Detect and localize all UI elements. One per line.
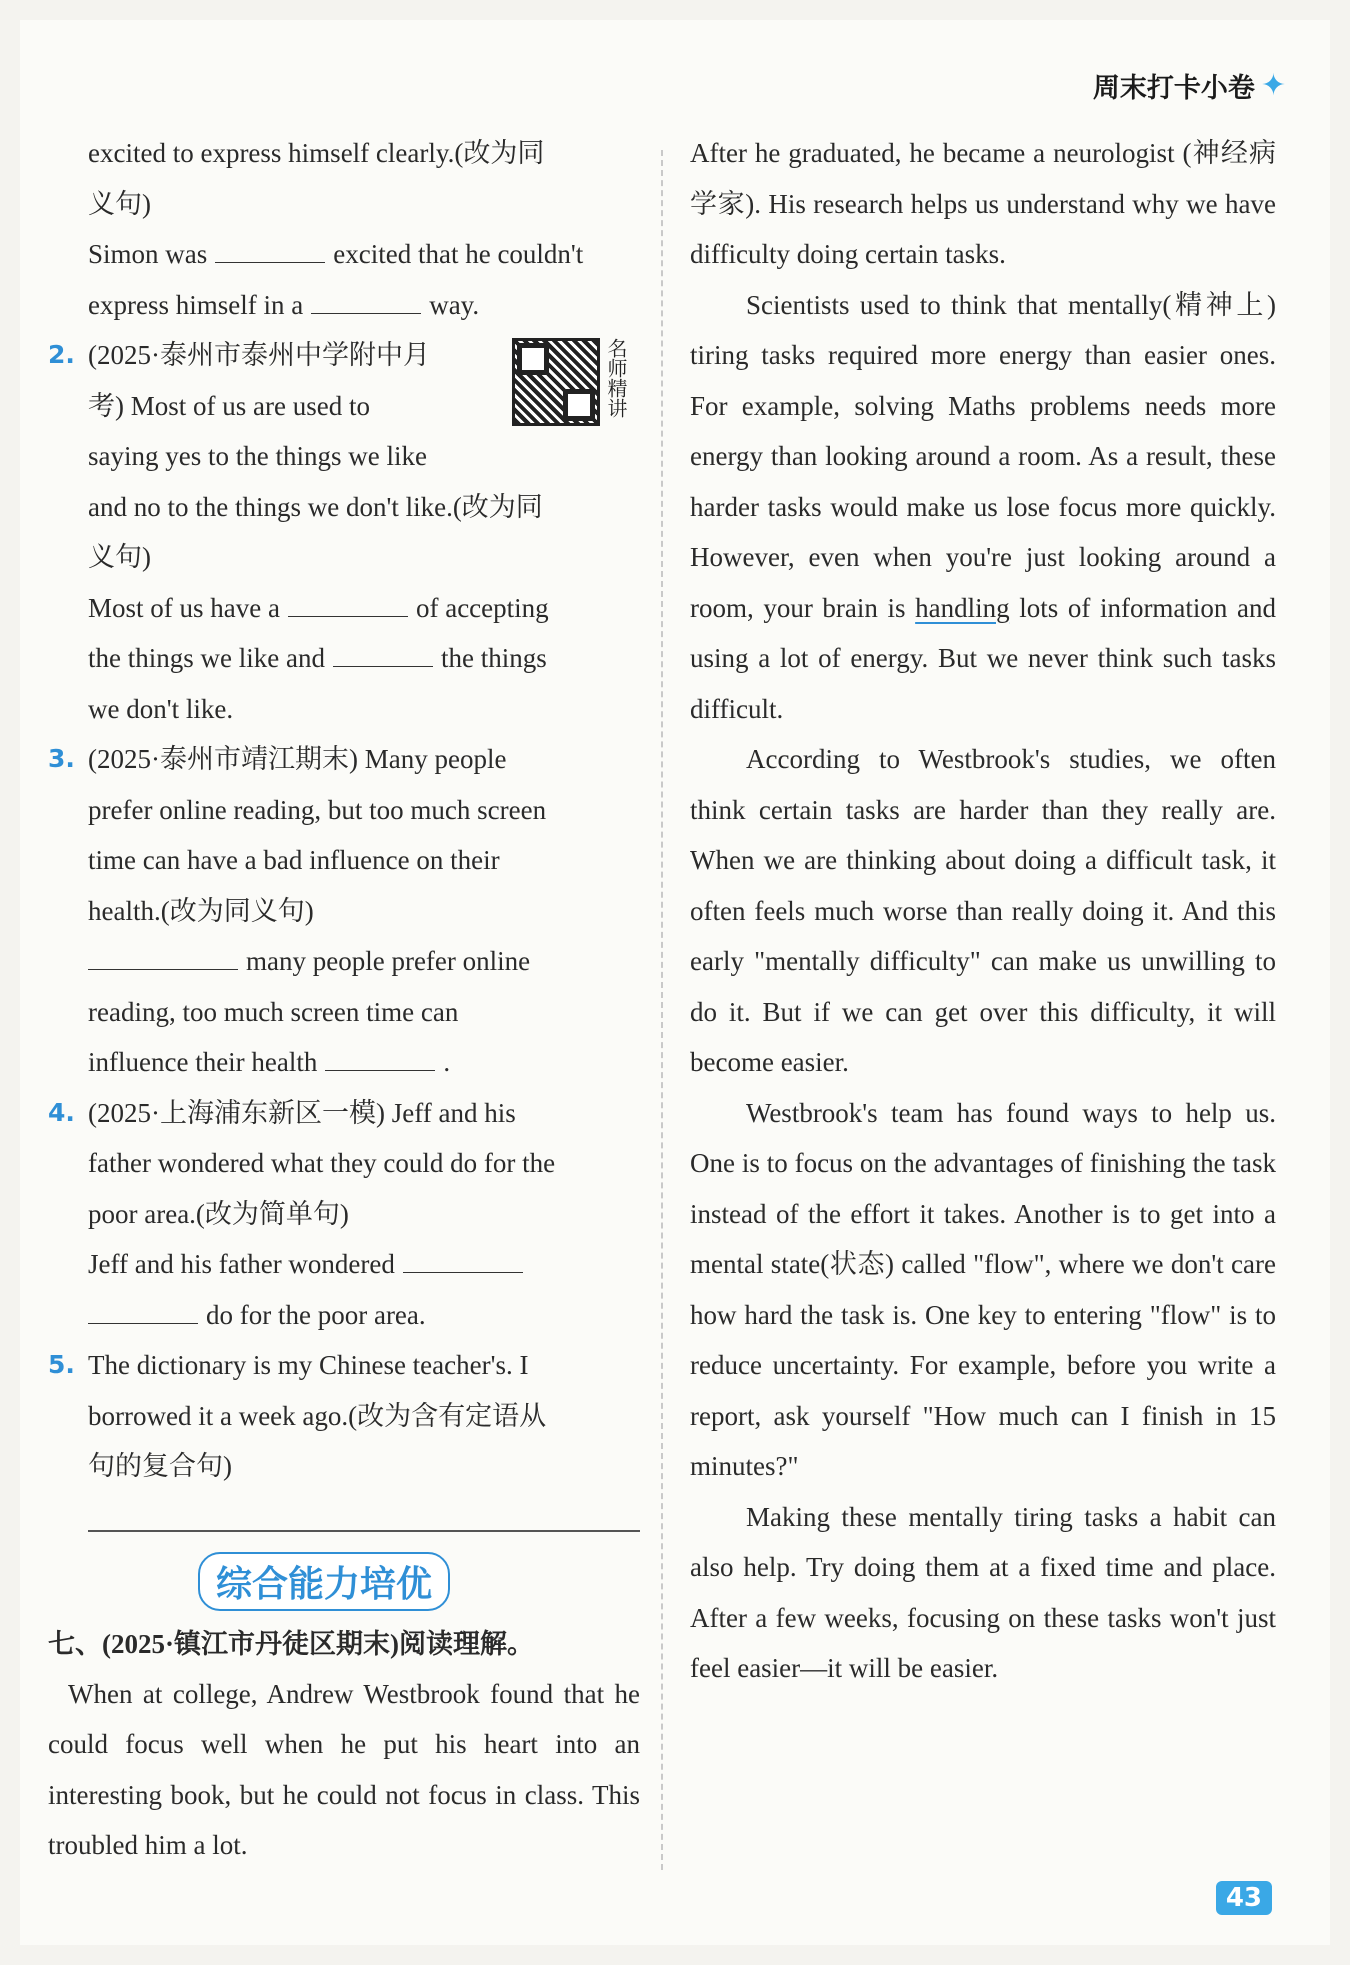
q2-answer-3: we don't like. [88,693,234,724]
q4-line-1: (2025·上海浦东新区一模) Jeff and his [88,1097,516,1128]
page-number: 43 [1216,1881,1272,1915]
text: the things [440,643,547,673]
answer-line [88,1530,640,1532]
reading-paragraph-3 [690,280,1276,735]
q5-line-1: The dictionary is my Chinese teacher's. I [88,1350,529,1380]
question-5 [48,1340,640,1492]
question-number: 2. [48,340,75,369]
q2-line-1: (2025·泰州市泰州中学附中月 [88,340,430,370]
column-divider [661,150,663,1870]
q2-answer-2 [48,633,640,684]
q2-line-4: and no to the things we don't like.(改为同 [88,491,543,522]
q3-line-4: health.(改为同义句) [88,895,314,926]
q2-answer-1 [48,583,640,634]
text: do for the poor area. [206,1299,426,1330]
text: lots of information and using a lot of energy. But we never think such tasks difficult. [690,592,1277,724]
reading-paragraph-2: After he graduated, he became a neurologist (神经病学家). His research helps us understand why we have difficulty doing certain tasks. [690,138,1276,269]
reading-heading: 七、(2025·镇江市丹徒区期末)阅读理解。 [48,1628,534,1659]
header-tag [1093,66,1286,105]
qr-code-block[interactable] [512,338,640,426]
q2-line-5: 义句) [88,542,151,572]
text: . [443,1047,451,1077]
text: of accepting [415,592,549,623]
intro-answer-2 [48,280,640,331]
intro-line-2: 义句) [88,188,151,219]
reading-paragraph-6: Making these mentally tiring tasks a habit can also help. Try doing them at a fixed time and place. After a few weeks, focusing on these tasks won't just feel easier—it will be easier. [690,1501,1276,1683]
q3-line-2: prefer online reading, but too much screen [88,794,547,825]
qr-label: 名师精讲 [604,338,628,418]
q4-line-3: poor area.(改为简单句) [88,1198,349,1229]
section-title: 综合能力培优 [198,1552,450,1611]
q5-line-2: borrowed it a week ago.(改为含有定语从 [88,1400,547,1431]
text: influence their health [88,1047,318,1077]
reading-paragraph-5: Westbrook's team has found ways to help us. One is to focus on the advantages of finishing the task instead of the effort it takes. Another is to get into a mental state(状态) called "flow", where we don't care how hard the task is. One key to entering "flow" is to reduce uncertainty. For example, before you write a report, ask yourself "How much can I finish in 15 minutes?" [690,1097,1276,1481]
q4-answer-2 [48,1290,640,1341]
answer-blank[interactable] [88,939,238,970]
q3-line-3: time can have a bad influence on their [88,845,500,875]
intro-answer-1 [48,229,640,280]
answer-blank[interactable] [288,586,408,617]
question-number: 4. [48,1097,75,1127]
text: Scientists used to think that mentally(精神上) tiring tasks required more energy than easier ones. For example, solving Maths problems needs more energy than looking around a room. As a result, these harder tasks would make us lose focus more quickly. However, even when you're just looking around a room, your brain is [690,289,1276,623]
text: way. [429,289,480,320]
q4-answer-1 [48,1239,640,1290]
answer-blank[interactable] [325,1040,435,1071]
q4-line-2: father wondered what they could do for the [88,1148,556,1178]
question-3 [48,734,640,1088]
q3-answer-1 [48,936,640,987]
qr-code-icon[interactable] [512,338,600,426]
question-4 [48,1088,640,1341]
answer-blank[interactable] [403,1242,523,1273]
q5-line-3: 句的复合句) [88,1451,232,1481]
q2-line-2: 考) Most of us are used to [88,390,370,421]
underlined-word: handling [915,592,1010,623]
q3-answer-2: reading, too much screen time can [88,996,459,1027]
q2-line-3: saying yes to the things we like [88,441,427,471]
left-column [48,128,640,1871]
text: Most of us have a [88,592,280,623]
answer-blank[interactable] [88,1293,198,1324]
q3-line-1: (2025·泰州市靖江期末) Many people [88,744,507,774]
answer-blank[interactable] [215,232,325,263]
answer-blank[interactable] [333,636,433,667]
text: the things we like and [88,643,325,673]
text: excited that he couldn't [333,239,584,269]
intro-line-1: excited to express himself clearly.(改为同 [88,138,545,168]
answer-blank[interactable] [311,283,421,314]
reading-paragraph-4: According to Westbrook's studies, we often think certain tasks are harder than they really are. When we are thinking about doing a difficult task, it often feels much worse than really doing it. And this early "mentally difficulty" can make us unwilling to do it. But if we can get over this difficulty, it will become easier. [690,744,1276,1077]
text: express himself in a [88,289,304,320]
right-column [690,128,1276,1694]
header-title: 周末打卡小卷 [1092,73,1255,104]
text: Simon was [88,239,208,269]
q3-answer-3 [48,1037,640,1088]
text: many people prefer online [246,946,531,976]
question-number: 3. [48,744,75,773]
reading-paragraph-1: When at college, Andrew Westbrook found that he could focus well when he put his heart into an interesting book, but he could not focus in class. This troubled him a lot. [48,1678,640,1860]
question-2 [48,330,640,734]
text: Jeff and his father wondered [88,1249,395,1279]
sparkle-icon: ✦ [1260,68,1286,103]
question-number: 5. [48,1350,75,1379]
